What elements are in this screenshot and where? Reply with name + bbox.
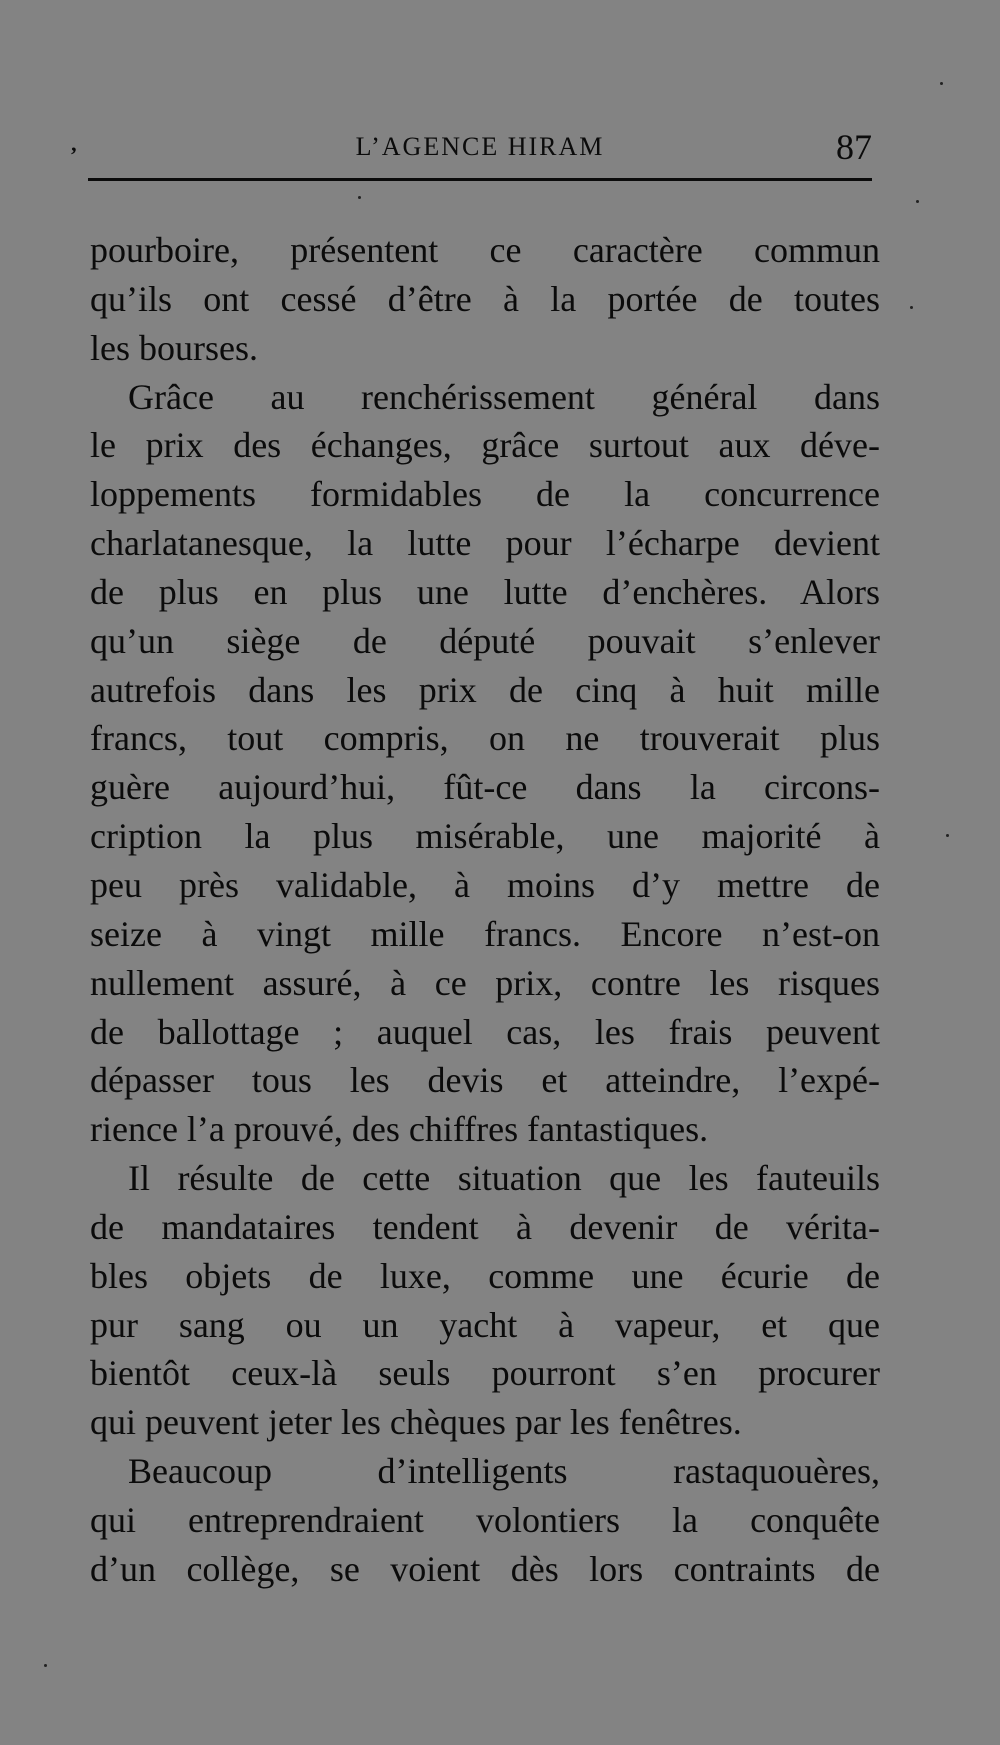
text-line: les bourses.	[90, 327, 258, 368]
text-line: Beaucoup d’intelligents rastaquouères,	[128, 1451, 880, 1492]
scan-speck	[916, 200, 919, 203]
text-line: autrefois dans les prix de cinq à huit mille	[90, 669, 880, 710]
text-line: qu’ils ont cessé d’être à la portée de toutes	[90, 278, 880, 319]
text-line: de ballottage ; auquel cas, les frais peuvent	[90, 1011, 880, 1052]
running-head	[70, 124, 872, 174]
text-line: pur sang ou un yacht à vapeur, et que	[90, 1304, 880, 1345]
text-line: le prix des échanges, grâce surtout aux déve-	[90, 425, 880, 466]
text-line: charlatanesque, la lutte pour l’écharpe devient	[90, 523, 880, 564]
text-line: cription la plus misérable, une majorité à	[90, 816, 880, 857]
scan-speck	[358, 196, 361, 199]
text-line: francs, tout compris, on ne trouverait plus	[90, 718, 880, 759]
text-line: bientôt ceux-là seuls pourront s’en procurer	[90, 1353, 880, 1394]
running-head-title: L’AGENCE HIRAM	[355, 132, 605, 161]
text-line: guère aujourd’hui, fût-ce dans la circons-	[90, 767, 880, 808]
text-line: qui peuvent jeter les chèques par les fenêtres.	[90, 1402, 742, 1443]
text-line: nullement assuré, à ce prix, contre les risques	[90, 962, 880, 1003]
page-number: 87	[836, 127, 872, 167]
text-line: qu’un siège de député pouvait s’enlever	[90, 620, 880, 661]
text-line: d’un collège, se voient dès lors contraints de	[90, 1548, 880, 1589]
text-line: pourboire, présentent ce caractère commun	[90, 230, 880, 270]
scan-speck	[44, 1664, 47, 1667]
scan-speck	[910, 306, 913, 309]
scan-speck	[946, 834, 949, 837]
text-line: peu près validable, à moins d’y mettre de	[90, 864, 880, 905]
text-line: de plus en plus une lutte d’enchères. Alors	[90, 571, 880, 612]
text-line: qui entreprendraient volontiers la conquête	[90, 1499, 880, 1540]
body-text	[90, 226, 880, 1594]
text-line: bles objets de luxe, comme une écurie de	[90, 1255, 880, 1296]
text-line: Grâce au renchérissement général dans	[128, 376, 880, 417]
text-line: rience l’a prouvé, des chiffres fantastiques.	[90, 1109, 709, 1150]
text-line: loppements formidables de la concurrence	[90, 474, 880, 515]
text-line: dépasser tous les devis et atteindre, l’expé-	[90, 1060, 880, 1101]
text-line: de mandataires tendent à devenir de vérita-	[90, 1206, 880, 1247]
text-line: seize à vingt mille francs. Encore n’est-on	[90, 913, 880, 954]
header-mark: ’	[70, 142, 78, 167]
header-rule	[88, 178, 872, 181]
text-line: Il résulte de cette situation que les fauteuils	[128, 1158, 880, 1199]
scan-speck	[940, 82, 943, 85]
